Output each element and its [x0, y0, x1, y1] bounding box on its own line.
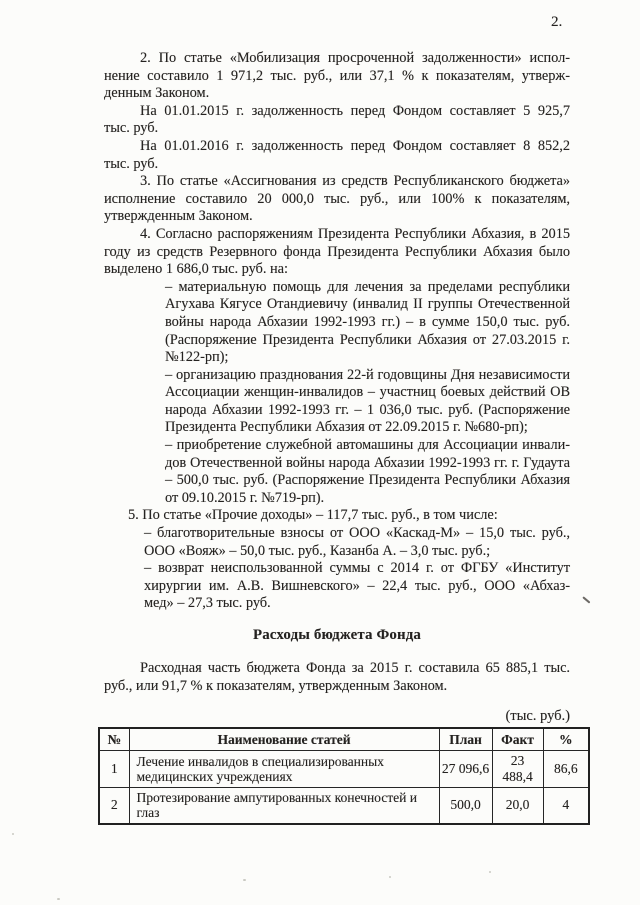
row-number-cell: 2 [99, 788, 129, 824]
paragraph [165, 367, 570, 437]
text-line: тыс. руб. [104, 120, 159, 137]
text-line: ООО «Вояж» – 50,0 тыс. руб., Казанба А. – 3,0 тыс. руб.; [144, 542, 491, 559]
paragraph [104, 173, 570, 226]
paragraph [104, 226, 570, 279]
units-note: (тыс. руб.) [505, 708, 570, 725]
col-header-name: Наименование статей [129, 728, 439, 751]
text-line: Расходная часть бюджета Фонда за 2015 г. составила 65 885,1 тыс. [140, 660, 570, 676]
table-row [99, 788, 589, 824]
text-line: – приобретение служебной автомашины для Ассоциации инвали- [165, 437, 570, 454]
col-header-percent: % [543, 728, 589, 751]
text-line: дов Отечественной войны народа Абхазии 1992-1993 гг. г. Гудаута [165, 454, 570, 471]
text-line: войны народа Абхазии 1992-1993 гг.) – в сумме 150,0 тыс. руб. [165, 313, 570, 330]
percent-cell: 4 [543, 788, 589, 824]
paragraph [144, 525, 570, 560]
text-line: утвержденным Законом. [104, 208, 253, 225]
text-line: 3. По статье «Ассигнования из средств Республиканского бюджета» [140, 173, 570, 190]
text-line: Агухава Кягусе Отандиевичу (инвалид II группы Отечественной [165, 296, 570, 313]
statement-name-cell: Лечение инвалидов в специализированных медицинских учреждениях [129, 751, 439, 788]
text-line: На 01.01.2016 г. задолженность перед Фондом составляет 8 852,2 [140, 137, 570, 154]
text-line: тыс. руб. [104, 155, 159, 172]
col-header-fact: Факт [492, 728, 543, 751]
text-line: На 01.01.2015 г. задолженность перед Фондом составляет 5 925,7 [140, 102, 570, 119]
table-row [99, 751, 589, 788]
col-header-plan: План [439, 728, 492, 751]
paragraph [165, 437, 570, 507]
text-line: мед» – 27,3 тыс. руб. [144, 595, 271, 612]
text-line: 5. По статье «Прочие доходы» – 117,7 тыс. руб., в том числе: [128, 507, 498, 524]
income-section-paragraphs [104, 50, 570, 613]
scan-artifact-speck [243, 879, 246, 881]
percent-cell: 86,6 [543, 751, 589, 788]
expense-section-paragraphs [104, 660, 570, 695]
text-line: руб., или 91,7 % к показателям, утвержденным Законом. [104, 677, 448, 694]
fact-cell: 20,0 [492, 788, 543, 824]
text-line: хирургии им. А.В. Вишневского» – 22,4 тыс. руб., ООО «Абхаз- [144, 577, 570, 594]
col-header-number: № [99, 728, 129, 751]
section-heading: Расходы бюджета Фонда [252, 627, 422, 643]
expenses-table [98, 727, 590, 825]
paragraph [165, 279, 570, 367]
text-line: от 09.10.2015 г. №719-рп). [165, 489, 325, 506]
text-line: №122-рп); [165, 349, 229, 366]
text-line: – благотворительные взносы от ООО «Каскад-М» – 15,0 тыс. руб., [144, 525, 570, 542]
text-line: исполнение составило 20 000,0 тыс. руб., или 100% к показателям, [104, 190, 570, 207]
paragraph [128, 507, 570, 525]
text-line: 2. По статье «Мобилизация просроченной задолженности» испол- [140, 50, 570, 66]
plan-cell: 500,0 [439, 788, 492, 824]
text-line: Президента Республики Абхазия от 22.09.2015 г. №680-рп); [165, 419, 528, 436]
page-number: 2. [551, 14, 563, 30]
text-line: народа Абхазии 1992-1993 гг. – 1 036,0 тыс. руб. (Распоряжение [165, 401, 570, 418]
text-line: году из средств Резервного фонда Президента Республики Абхазия было [104, 243, 570, 260]
document-body [104, 50, 578, 825]
paragraph [104, 103, 570, 138]
paragraph [144, 560, 570, 613]
plan-cell: 27 096,6 [439, 751, 492, 788]
text-line: Ассоциации женщин-инвалидов – участниц боевых действий ОВ [165, 384, 570, 401]
scan-artifact-tick [583, 596, 591, 603]
paragraph [104, 50, 570, 103]
scan-artifact-speck [389, 876, 391, 878]
scan-artifact-speck [12, 833, 14, 835]
fact-cell: 23 488,4 [492, 751, 543, 788]
text-line: – возврат неиспользованной суммы с 2014 г. от ФГБУ «Институт [144, 560, 570, 577]
row-number-cell: 1 [99, 751, 129, 788]
text-line: – 500,0 тыс. руб. (Распоряжение Президента Республики Абхазия [165, 472, 570, 489]
table-header-row [99, 728, 589, 751]
statement-name-cell: Протезирование ампутированных конечностей и глаз [129, 788, 439, 824]
text-line: денным Законом. [104, 85, 210, 102]
scan-artifact-speck [57, 898, 60, 900]
text-line: (Распоряжение Президента Республики Абхазия от 27.03.2015 г. [165, 331, 570, 348]
text-line: – организацию празднования 22-й годовщины Дня независимости [165, 366, 570, 383]
paragraph [104, 660, 570, 695]
text-line: – материальную помощь для лечения за пределами республики [165, 278, 570, 295]
scan-artifact-speck [489, 871, 491, 873]
text-line: нение составило 1 971,2 тыс. руб., или 37,1 % к показателям, утверж- [104, 67, 570, 84]
paragraph [104, 138, 570, 173]
text-line: выделено 1 686,0 тыс. руб. на: [104, 261, 288, 278]
text-line: 4. Согласно распоряжениям Президента Республики Абхазия, в 2015 [140, 225, 570, 242]
